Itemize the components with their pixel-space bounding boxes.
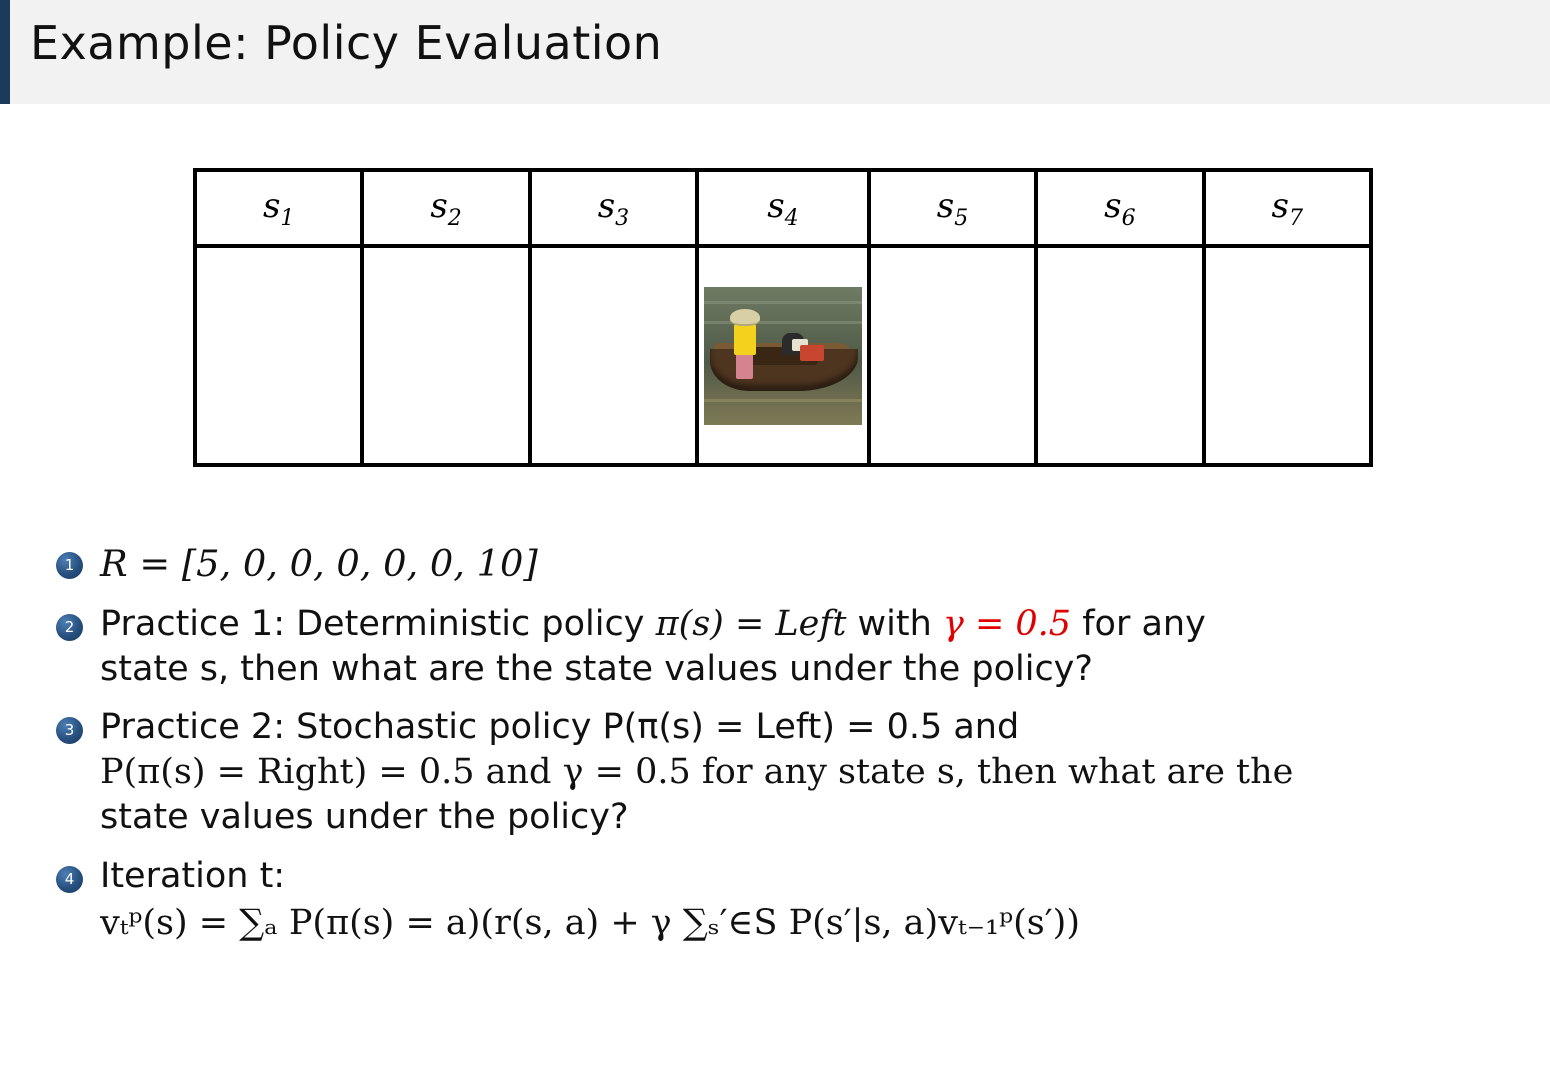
state-grid-header-row: [195, 170, 1371, 246]
bullet-number-3: 3: [56, 717, 83, 744]
state-cell-s6: [1036, 246, 1203, 465]
practice1-line1: Practice 1: Deterministic policy π(s) = Left with γ = 0.5 for any: [100, 603, 1206, 644]
state-cell-s4: [697, 246, 869, 465]
state-header-cell: [697, 170, 869, 246]
reward-vector: R = [5, 0, 0, 0, 0, 0, 10]: [100, 542, 538, 585]
iteration-label: Iteration t:: [100, 855, 286, 896]
state-label-s6: $s_6$: [1104, 185, 1136, 231]
state-header-cell: [1204, 170, 1371, 246]
state-label-s1: $s_1$: [262, 185, 295, 231]
state-cell-s1: [195, 246, 362, 465]
state-header-cell: [195, 170, 362, 246]
state-cell-s7: [1204, 246, 1371, 465]
state-label-s2: $s_2$: [430, 185, 462, 231]
practice2-line3: state values under the policy?: [100, 796, 629, 837]
list-item: [56, 602, 1526, 692]
boat-photo: [704, 287, 862, 425]
state-header-cell: [530, 170, 697, 246]
bullet-text-1: [100, 540, 1526, 588]
state-grid: [193, 168, 1373, 467]
slide-title-bar: [0, 0, 1550, 104]
bullet-text-4: [100, 854, 1526, 946]
bullet-number-1: 1: [56, 552, 83, 579]
bullet-number-4: 4: [56, 866, 83, 893]
bullet-number-2: 2: [56, 614, 83, 641]
state-label-s4: $s_4$: [767, 185, 799, 231]
bullet-text-3: [100, 705, 1526, 839]
list-item: [56, 854, 1526, 946]
bullet-text-2: [100, 602, 1526, 692]
state-grid-content-row: [195, 246, 1371, 465]
state-header-cell: [362, 170, 529, 246]
state-cell-s5: [869, 246, 1036, 465]
state-label-s3: $s_3$: [597, 185, 630, 231]
value-iteration-formula: vₜᵖ(s) = ∑ₐ P(π(s) = a)(r(s, a) + γ ∑ₛ′∈S P(s′|s, a)vₜ₋₁ᵖ(s′)): [100, 902, 1080, 943]
practice1-line2: state s, then what are the state values under the policy?: [100, 648, 1093, 689]
state-header-cell: [869, 170, 1036, 246]
bullet-list: [56, 540, 1526, 960]
state-label-s7: $s_7$: [1271, 185, 1303, 231]
list-item: [56, 540, 1526, 588]
gamma-value: γ = 0.5: [942, 603, 1072, 644]
list-item: [56, 705, 1526, 839]
state-cell-s3: [530, 246, 697, 465]
practice2-line1: Practice 2: Stochastic policy P(π(s) = Left) = 0.5 and: [100, 707, 1020, 748]
practice2-line2: P(π(s) = Right) = 0.5 and γ = 0.5 for any state s, then what are the: [100, 752, 1294, 793]
page-title: Example: Policy Evaluation: [30, 16, 663, 70]
state-label-s5: $s_5$: [936, 185, 969, 231]
state-header-cell: [1036, 170, 1203, 246]
state-cell-s2: [362, 246, 529, 465]
